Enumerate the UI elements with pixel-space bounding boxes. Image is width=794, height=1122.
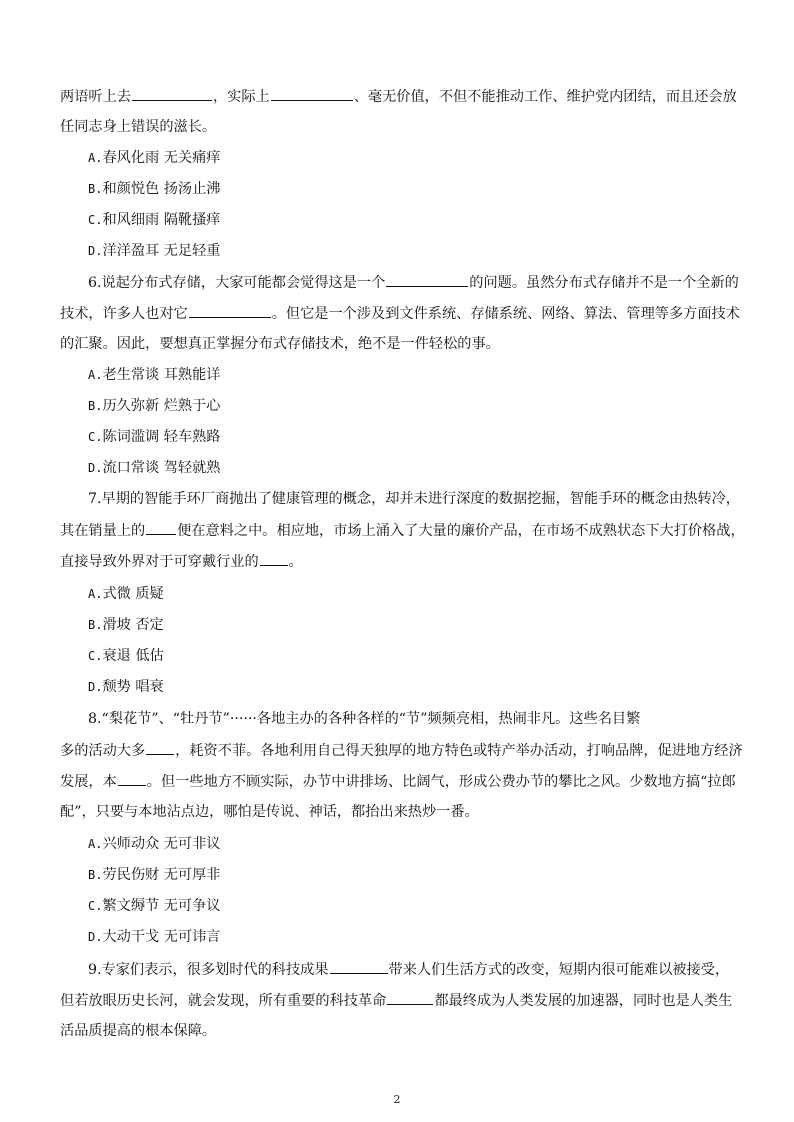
option-text: 陈词滥调 轻车熟路 xyxy=(102,429,221,445)
text-run: 任同志身上错误的滋长。 xyxy=(60,119,217,135)
option-text: 繁文缛节 无可争议 xyxy=(102,898,221,914)
q7-option-b xyxy=(88,615,164,635)
option-text: 老生常谈 耳熟能详 xyxy=(102,367,221,383)
option-letter: B. xyxy=(88,182,103,196)
option-letter: C. xyxy=(88,213,103,227)
text-run: 其在销量上的 xyxy=(60,523,146,539)
text-run: 带来人们生活方式的改变，短期内很可能难以被接受， xyxy=(388,962,730,978)
option-text: 兴师动众 无可非议 xyxy=(102,836,221,852)
text-run: 6.说起分布式存储，大家可能都会觉得这是一个 xyxy=(88,275,386,291)
q7-stem-line-2 xyxy=(60,520,745,540)
text-run: 的汇聚。因此，要想真正掌握分布式存储技术，绝不是一件轻松的事。 xyxy=(60,336,500,352)
option-letter: B. xyxy=(88,868,103,882)
q8-option-a xyxy=(88,834,220,854)
text-run: 、毫无价值，不但不能推动工作、维护党内团结，而且还会放 xyxy=(353,89,737,105)
text-run: 的问题。虽然分布式存储并不是一个全新的 xyxy=(469,275,739,291)
option-text: 历久弥新 烂熟于心 xyxy=(102,398,221,414)
answer-blank xyxy=(271,86,353,101)
q6-option-d xyxy=(88,458,220,478)
text-run: 技术，许多人也对它 xyxy=(60,306,188,322)
q8-stem-line-1 xyxy=(88,709,640,729)
q6-option-c xyxy=(88,427,220,447)
text-run: ，耗资不菲。各地利用自己得天独厚的地方特色或特产举办活动，打响品牌，促进地方经济 xyxy=(175,743,743,759)
option-letter: D. xyxy=(88,244,103,258)
q8-stem-line-4 xyxy=(60,802,479,822)
option-letter: B. xyxy=(88,618,103,632)
q6-stem-line-1 xyxy=(88,272,739,292)
option-text: 和风细雨 隔靴搔痒 xyxy=(102,212,221,228)
text-run: 多的活动大多 xyxy=(60,743,146,759)
q6-option-a xyxy=(88,365,220,385)
option-text: 劳民伤财 无可厚非 xyxy=(102,867,221,883)
q8-option-d xyxy=(88,927,220,947)
q9-stem-line-1 xyxy=(88,959,729,979)
text-run: 都最终成为人类发展的加速器，同时也是人类生 xyxy=(434,993,733,1009)
text-run: 。但它是一个涉及到文件系统、存储系统、网络、算法、管理等多方面技术 xyxy=(271,306,740,322)
option-text: 大动干戈 无可讳言 xyxy=(102,929,221,945)
option-text: 衰退 低估 xyxy=(102,648,164,664)
option-letter: D. xyxy=(88,461,103,475)
q7-option-a xyxy=(88,584,164,604)
text-run: 9.专家们表示，很多划时代的科技成果 xyxy=(88,962,329,978)
option-letter: C. xyxy=(88,430,103,444)
text-run: 配”，只要与本地沾点边，哪怕是传说、神话，都抬出来热炒一番。 xyxy=(60,804,479,820)
q8-stem-line-3 xyxy=(60,771,736,791)
text-run: 但若放眼历史长河，就会发现，所有重要的科技革命 xyxy=(60,993,387,1009)
q5-option-c xyxy=(88,210,220,230)
option-text: 洋洋盈耳 无足轻重 xyxy=(102,243,221,259)
q6-stem-line-3 xyxy=(60,334,500,354)
q5-option-d xyxy=(88,241,220,261)
q5-option-a xyxy=(88,148,220,168)
text-run: 。但一些地方不顾实际，办节中讲排场、比阔气，形成公费办节的攀比之风。少数地方搞“拉郎 xyxy=(146,774,736,790)
option-letter: B. xyxy=(88,399,103,413)
option-letter: A. xyxy=(88,368,103,382)
option-letter: A. xyxy=(88,587,103,601)
answer-blank xyxy=(260,551,288,566)
q7-stem-line-3 xyxy=(60,551,303,571)
answer-blank xyxy=(387,990,433,1005)
q8-option-b xyxy=(88,865,220,885)
q7-option-d xyxy=(88,677,164,697)
text-run: ，实际上 xyxy=(212,89,270,105)
q6-option-b xyxy=(88,396,220,416)
q7-option-c xyxy=(88,646,164,666)
answer-blank xyxy=(330,959,388,974)
text-run: 便在意料之中。相应地，市场上涌入了大量的廉价产品，在市场不成熟状态下大打价格战， xyxy=(177,523,745,539)
text-run: 8.“梨花节”、“牡丹节”······各地主办的各种各样的“节”频频亮相，热闹非凡。这些名目繁 xyxy=(88,711,641,727)
option-letter: A. xyxy=(88,151,103,165)
q8-stem-line-2 xyxy=(60,740,743,760)
q9-stem-line-3 xyxy=(60,1021,216,1041)
q8-option-c xyxy=(88,896,220,916)
answer-blank xyxy=(118,771,146,786)
answer-blank xyxy=(146,520,176,535)
q9-stem-line-2 xyxy=(60,990,732,1010)
q5-option-b xyxy=(88,179,220,199)
page-number: 2 xyxy=(393,1093,401,1106)
answer-blank xyxy=(132,86,212,101)
text-run: 活品质提高的根本保障。 xyxy=(60,1023,217,1039)
option-letter: D. xyxy=(88,930,103,944)
option-letter: D. xyxy=(88,680,103,694)
option-text: 和颜悦色 扬汤止沸 xyxy=(102,181,221,197)
option-letter: A. xyxy=(88,837,103,851)
answer-blank xyxy=(386,272,468,287)
q7-stem-line-1 xyxy=(88,489,740,509)
q6-stem-line-2 xyxy=(60,303,740,323)
answer-blank xyxy=(189,303,271,318)
option-text: 春风化雨 无关痛痒 xyxy=(102,150,221,166)
q5-stem-line-1 xyxy=(60,86,737,106)
option-text: 流口常谈 驾轻就熟 xyxy=(102,460,221,476)
option-text: 式微 质疑 xyxy=(102,586,164,602)
option-text: 滑坡 否定 xyxy=(102,617,164,633)
text-run: 发展，本 xyxy=(60,774,117,790)
text-run: 两语听上去 xyxy=(60,89,131,105)
text-run: 7.早期的智能手环厂商抛出了健康管理的概念，却并未进行深度的数据挖掘，智能手环的概念由热转冷， xyxy=(88,491,740,507)
option-letter: C. xyxy=(88,899,103,913)
text-run: 。 xyxy=(288,554,303,570)
answer-blank xyxy=(146,740,174,755)
option-letter: C. xyxy=(88,649,103,663)
q5-stem-line-2 xyxy=(60,117,216,137)
text-run: 直接导致外界对于可穿戴行业的 xyxy=(60,554,259,570)
option-text: 颓势 唱衰 xyxy=(102,679,164,695)
